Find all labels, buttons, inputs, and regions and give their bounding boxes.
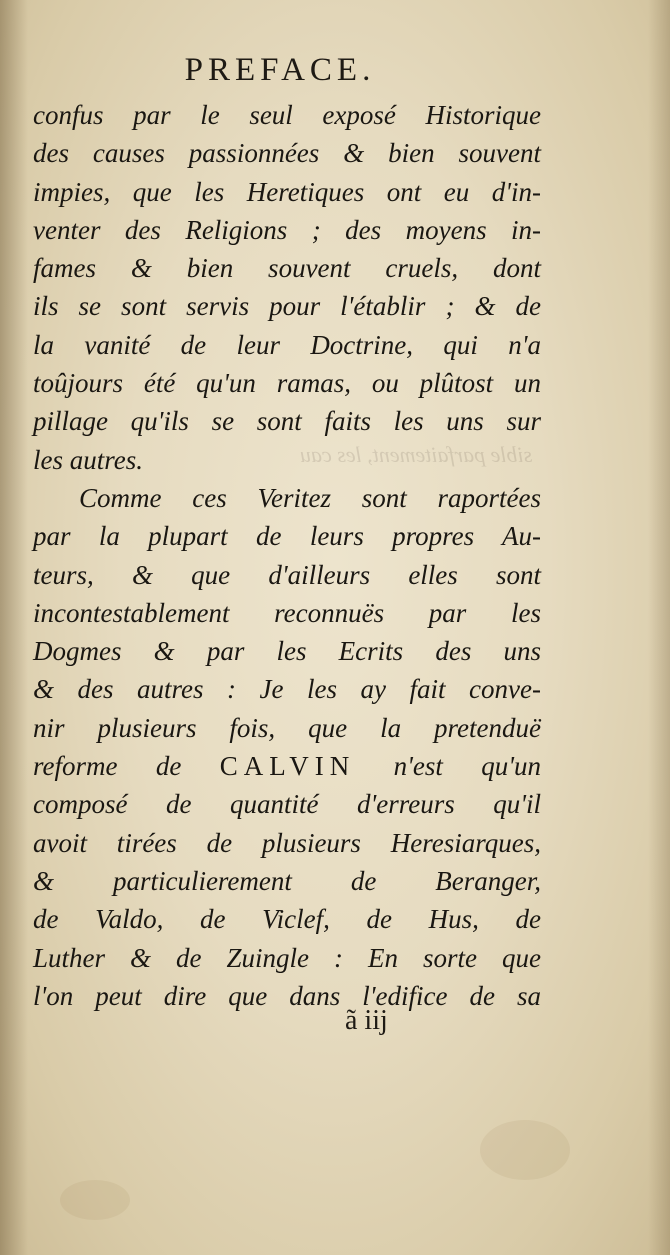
text-line-content: Comme ces Veritez sont raportées	[79, 482, 541, 513]
text-line	[33, 402, 541, 440]
text-line	[33, 939, 541, 977]
text-line	[33, 96, 541, 134]
text-line	[33, 670, 541, 708]
text-line	[33, 709, 541, 747]
text-line	[33, 900, 541, 938]
foxing-stain	[60, 1180, 130, 1220]
text-line	[33, 824, 541, 862]
text-line	[33, 862, 541, 900]
text-line-content: avoit tirées de plusieurs Heresiarques,	[33, 827, 541, 858]
text-line-content: confus par le seul exposé Historique	[33, 100, 541, 130]
text-line-content: Dogmes & par les Ecrits des uns	[33, 636, 541, 667]
text-line	[33, 517, 541, 555]
text-line	[33, 632, 541, 670]
text-line	[33, 977, 541, 1015]
text-line-content: la vanité de leur Doctrine, qui n'a	[33, 329, 541, 360]
text-line	[33, 249, 541, 287]
text-line-content: venter des Religions ; des moyens in-	[33, 214, 541, 245]
body-text	[33, 96, 541, 1015]
text-line-content: toûjours été qu'un ramas, ou plûtost un	[33, 368, 541, 399]
text-line	[33, 747, 541, 785]
text-line-content: reforme de	[33, 751, 220, 782]
text-line	[33, 287, 541, 325]
text-line	[33, 364, 541, 402]
text-line	[33, 556, 541, 594]
text-line-content: composé de quantité d'erreurs qu'il	[33, 789, 541, 820]
text-line	[33, 173, 541, 211]
text-line	[33, 441, 541, 479]
gutter-shadow	[0, 0, 28, 1255]
text-line-content: l'on peut dire que dans l'edifice de sa	[33, 980, 541, 1011]
text-line-content: & particulierement de Beranger,	[33, 865, 541, 896]
text-line-content: des causes passionnées & bien souvent	[33, 138, 541, 169]
page-edge-shadow	[648, 0, 670, 1255]
text-line-content: ils se sont servis pour l'établir ; & de	[33, 291, 541, 322]
text-line	[33, 326, 541, 364]
foxing-stain	[480, 1120, 570, 1180]
text-line-content: par la plupart de leurs propres Au-	[33, 521, 541, 552]
text-line-content: n'est qu'un	[355, 751, 541, 782]
text-line	[33, 134, 541, 172]
text-line	[33, 785, 541, 823]
text-line	[33, 211, 541, 249]
text-line-content: nir plusieurs fois, que la pretenduë	[33, 712, 541, 743]
text-line-content: fames & bien souvent cruels, dont	[33, 253, 541, 284]
text-line-content: & des autres : Je les ay fait conve-	[33, 674, 541, 705]
text-line-content: impies, que les Heretiques ont eu d'in-	[33, 176, 541, 207]
text-line-content: incontestablement reconnuës par les	[33, 597, 541, 628]
text-line-content: teurs, & que d'ailleurs elles sont	[33, 559, 541, 590]
signature-mark: ã iij	[345, 1005, 388, 1036]
text-line-content: de Valdo, de Viclef, de Hus, de	[33, 904, 541, 935]
bleed-through-text: sible parfaitement, les cau	[300, 442, 533, 467]
text-line-content: les autres.	[33, 444, 143, 475]
text-line-content: Luther & de Zuingle : En sorte que	[33, 942, 541, 973]
small-caps-name: CALVIN	[219, 751, 356, 782]
text-line	[33, 594, 541, 632]
text-line	[33, 479, 541, 517]
running-header: PREFACE.	[184, 52, 376, 88]
text-line-content: pillage qu'ils se sont faits les uns sur	[33, 406, 541, 437]
